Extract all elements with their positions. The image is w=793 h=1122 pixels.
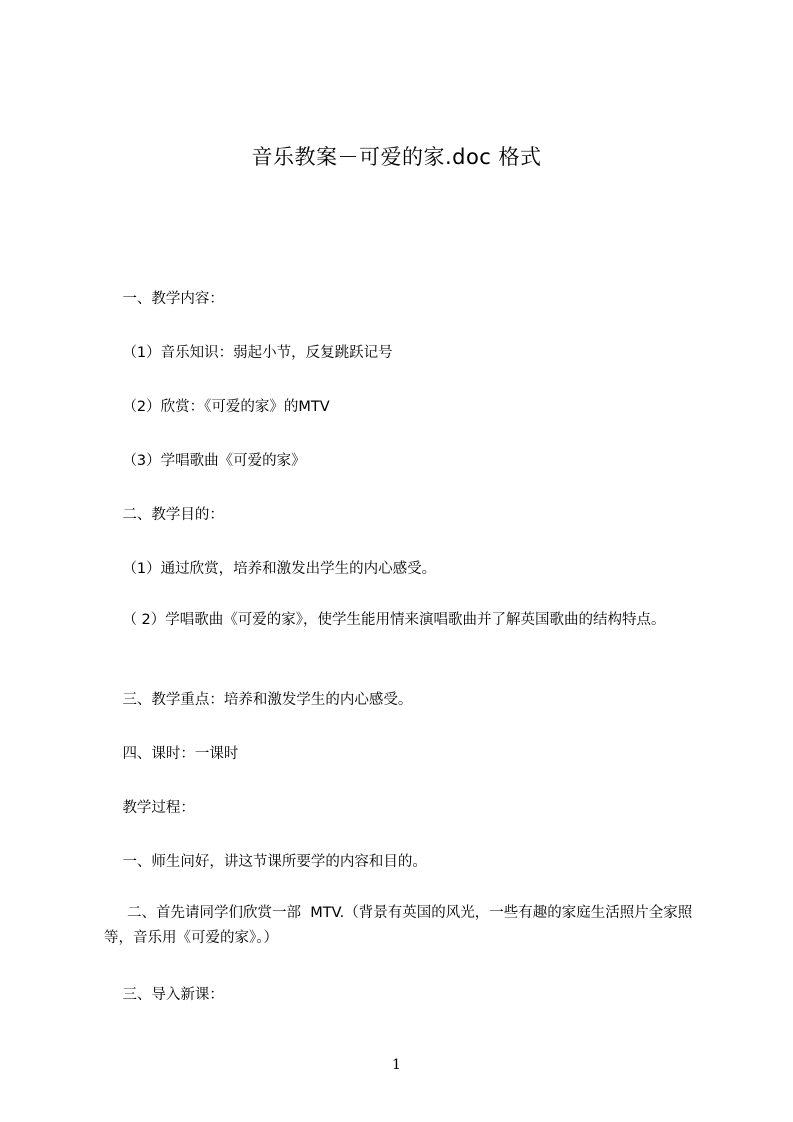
list-item: （1）音乐知识：弱起小节，反复跳跃记号 bbox=[104, 345, 393, 361]
process-step: 二、首先请同学们欣赏一部 MTV.（背景有英国的风光，一些有趣的家庭生活照片全家照等，音乐用《可爱的家》。） bbox=[104, 905, 693, 946]
list-item: （1）通过欣赏，培养和激发出学生的内心感受。 bbox=[104, 561, 437, 577]
list-item: （3）学唱歌曲《可爱的家》 bbox=[104, 453, 306, 469]
document-title: 音乐教案－可爱的家.doc 格式 bbox=[251, 145, 542, 169]
section-heading-content: 一、教学内容： bbox=[104, 291, 224, 307]
list-item: （2）欣赏：《可爱的家》的MTV bbox=[104, 399, 330, 415]
section-heading-class-hours: 四、课时：一课时 bbox=[104, 746, 239, 762]
list-item: （ 2）学唱歌曲《可爱的家》，使学生能用情来演唱歌曲并了解英国歌曲的结构特点。 bbox=[104, 612, 666, 628]
process-step: 一、师生问好，讲这节课所要学的内容和目的。 bbox=[104, 854, 427, 870]
page-number: 1 bbox=[392, 1057, 401, 1073]
section-heading-process: 教学过程： bbox=[104, 800, 195, 816]
process-step: 三、导入新课： bbox=[104, 987, 224, 1003]
section-heading-key-points: 三、教学重点：培养和激发学生的内心感受。 bbox=[104, 692, 413, 708]
section-heading-objectives: 二、教学目的： bbox=[104, 507, 224, 523]
